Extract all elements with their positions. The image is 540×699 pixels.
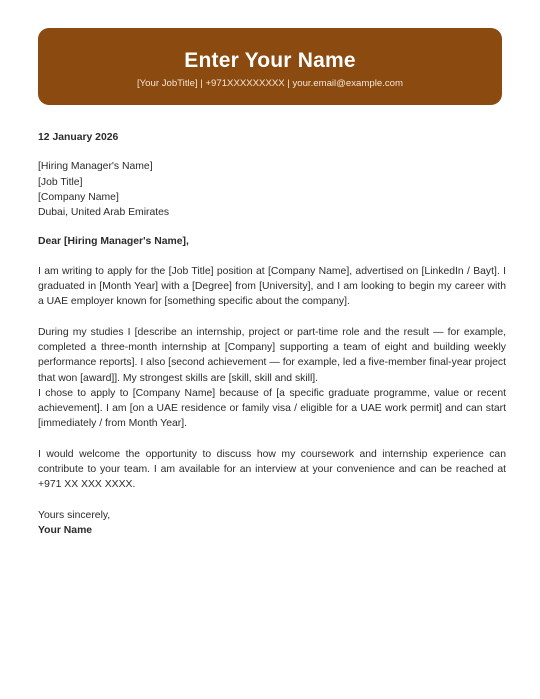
contact-line: [Your JobTitle] | +971XXXXXXXXX | your.email@example.com: [137, 78, 403, 89]
recipient-company: [Company Name]: [38, 191, 119, 203]
signature-name: Your Name: [38, 524, 93, 536]
recipient-address: [38, 159, 506, 220]
paragraph-intro: I am writing to apply for the [Job Title] position at [Company Name], advertised on [LinkedIn / Bayt]. I graduated in [Month Year] with a [Degree] from [University], and I am looking to begin my career with a UAE employer known for [something specific about the company].: [38, 265, 506, 308]
paragraph-closing: I would welcome the opportunity to discuss how my coursework and internship experience can contribute to your team. I am available for an interview at your convenience and can be reached at +971 XX XXX XXXX.: [38, 448, 506, 491]
closing-phrase: Yours sincerely,: [38, 509, 111, 521]
applicant-name: Enter Your Name: [184, 49, 356, 72]
paragraph-motivation: I chose to apply to [Company Name] because of [a specific graduate programme, value or recent achievement]. I am [on a UAE residence or family visa / eligible for a UAE work permit] and can start [immediately / from Month Year].: [38, 387, 506, 430]
paragraph-experience: During my studies I [describe an internship, project or part-time role and the result — for example, completed a three-month internship at [Company] supporting a team of eight and building weekly performance reports]. I also [second achievement — for example, led a five-member final-year project that won [award]]. My strongest skills are [skill, skill and skill].: [38, 326, 506, 384]
header-banner: [38, 28, 502, 105]
letter-body: [38, 130, 506, 538]
recipient-job-title: [Job Title]: [38, 176, 83, 188]
letter-date: 12 January 2026: [38, 132, 119, 143]
recipient-name: [Hiring Manager's Name]: [38, 161, 153, 173]
salutation: Dear [Hiring Manager's Name],: [38, 236, 189, 248]
recipient-location: Dubai, United Arab Emirates: [38, 207, 170, 219]
